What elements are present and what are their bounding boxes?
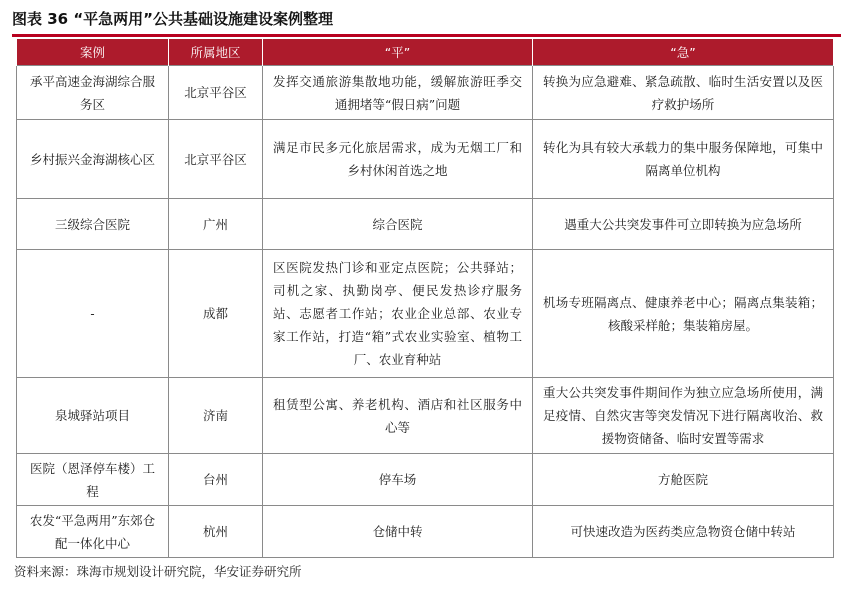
cell-ping: 区医院发热门诊和亚定点医院；公共驿站；司机之家、执勤岗亭、便民发热诊疗服务站、志愿者工作站；农业企业总部、农业专家工作站，打造“箱”式农业实验室、植物工厂、农业育种站 <box>263 250 533 378</box>
cell-region: 济南 <box>169 378 263 454</box>
table-row <box>17 120 834 199</box>
cell-ping: 租赁型公寓、养老机构、酒店和社区服务中心等 <box>263 378 533 454</box>
cell-case: 乡村振兴金海湖核心区 <box>17 120 169 199</box>
table-header-row <box>17 39 834 66</box>
cell-region: 杭州 <box>169 506 263 558</box>
table-row <box>17 454 834 506</box>
cell-ping: 满足市民多元化旅居需求，成为无烟工厂和乡村休闲首选之地 <box>263 120 533 199</box>
cell-ping: 发挥交通旅游集散地功能，缓解旅游旺季交通拥堵等“假日病”问题 <box>263 66 533 120</box>
cell-ji: 方舱医院 <box>533 454 834 506</box>
table-row <box>17 250 834 378</box>
table-row <box>17 506 834 558</box>
cell-case: 农发“平急两用”东郊仓配一体化中心 <box>17 506 169 558</box>
header-case: 案例 <box>17 39 169 66</box>
cell-ji: 遇重大公共突发事件可立即转换为应急场所 <box>533 199 834 250</box>
table-header <box>17 39 834 66</box>
table-body <box>17 66 834 558</box>
cell-region: 广州 <box>169 199 263 250</box>
cell-case: 泉城驿站项目 <box>17 378 169 454</box>
table-row <box>17 199 834 250</box>
cell-ping: 综合医院 <box>263 199 533 250</box>
cell-region: 成都 <box>169 250 263 378</box>
cell-region: 台州 <box>169 454 263 506</box>
table-row <box>17 378 834 454</box>
header-ji: “急” <box>533 39 834 66</box>
source-note: 资料来源：珠海市规划设计研究院，华安证券研究所 <box>14 564 302 579</box>
cell-ji: 机场专班隔离点、健康养老中心；隔离点集装箱；核酸采样舱；集装箱房屋。 <box>533 250 834 378</box>
cell-ji: 转换为应急避难、紧急疏散、临时生活安置以及医疗救护场所 <box>533 66 834 120</box>
cell-case: 三级综合医院 <box>17 199 169 250</box>
cell-ji: 重大公共突发事件期间作为独立应急场所使用，满足疫情、自然灾害等突发情况下进行隔离收治、救援物资储备、临时安置等需求 <box>533 378 834 454</box>
cell-ji: 可快速改造为医药类应急物资仓储中转站 <box>533 506 834 558</box>
cell-region: 北京平谷区 <box>169 66 263 120</box>
figure-title: 图表 36 “平急两用”公共基础设施建设案例整理 <box>12 10 334 28</box>
cell-region: 北京平谷区 <box>169 120 263 199</box>
table-row <box>17 66 834 120</box>
cell-case: 医院（恩泽停车楼）工程 <box>17 454 169 506</box>
case-table <box>16 39 834 558</box>
cell-case: - <box>17 250 169 378</box>
cell-case: 承平高速金海湖综合服务区 <box>17 66 169 120</box>
header-region: 所属地区 <box>169 39 263 66</box>
cell-ji: 转化为具有较大承载力的集中服务保障地，可集中隔离单位机构 <box>533 120 834 199</box>
header-ping: “平” <box>263 39 533 66</box>
cell-ping: 仓储中转 <box>263 506 533 558</box>
title-divider <box>12 34 841 37</box>
cell-ping: 停车场 <box>263 454 533 506</box>
